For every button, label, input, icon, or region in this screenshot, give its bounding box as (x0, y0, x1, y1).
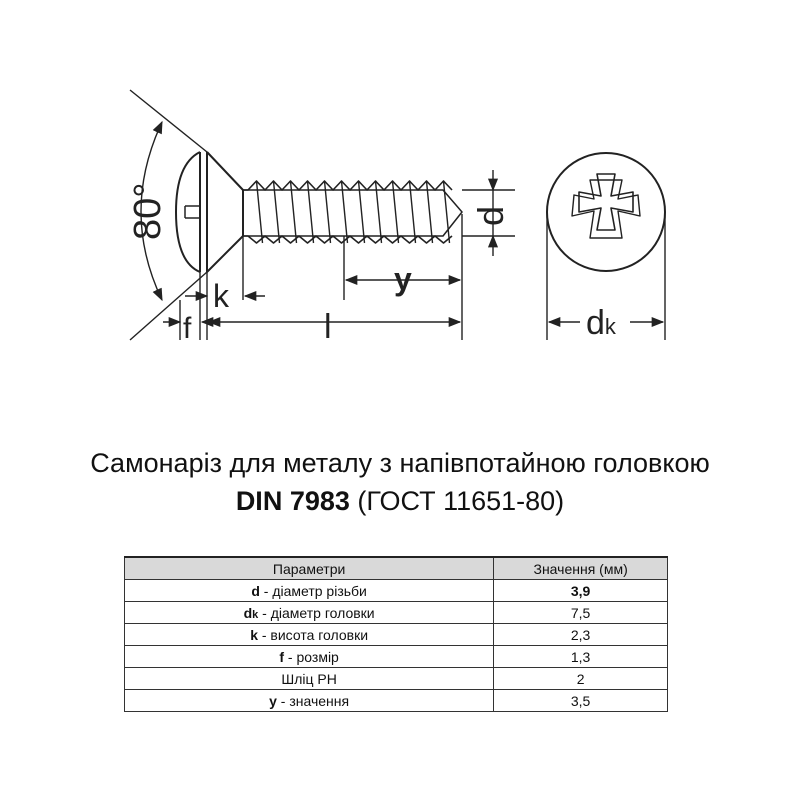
table-header-row (125, 557, 668, 580)
parameter-symbol: f (279, 648, 285, 665)
l-label: l (324, 308, 332, 346)
header-value: Значення (мм) (494, 557, 668, 580)
parameter-symbol: d (243, 604, 253, 621)
screw-head-side (176, 152, 243, 272)
f-label: f (183, 312, 192, 345)
screw-shank-side (243, 181, 462, 243)
parameter-symbol: d (251, 582, 260, 599)
table-row (125, 668, 668, 690)
parameter-description: - розмір (284, 648, 339, 665)
parameter-description: - висота головки (257, 626, 369, 643)
screw-head-top-view (547, 153, 665, 271)
parameter-cell (125, 646, 494, 668)
parameter-cell (125, 668, 494, 690)
table-row (125, 580, 668, 602)
dk-label: dk (586, 304, 616, 342)
parameters-table (124, 556, 668, 712)
page-title: Самонаріз для металу з напівпотайною головкою (90, 448, 710, 478)
value-cell: 1,3 (494, 646, 668, 668)
table-row (125, 602, 668, 624)
table-row (125, 690, 668, 712)
angle-label: 80° (127, 182, 169, 240)
value-cell: 7,5 (494, 602, 668, 624)
parameter-symbol: y (269, 692, 277, 709)
parameter-description: - діаметр головки (258, 604, 375, 621)
value-cell: 3,5 (494, 690, 668, 712)
parameter-cell (125, 602, 494, 624)
parameter-description: Шліц PH (281, 670, 337, 687)
parameter-cell (125, 580, 494, 602)
parameter-symbol-subscript: k (252, 608, 259, 621)
table-row (125, 646, 668, 668)
y-label: y (394, 261, 412, 297)
standard-din: DIN 7983 (235, 486, 350, 516)
k-label: k (213, 278, 229, 314)
parameter-cell (125, 690, 494, 712)
dimension-extension-lines (180, 214, 462, 340)
parameter-description: - значення (276, 692, 350, 709)
value-cell: 2 (494, 668, 668, 690)
value-cell: 3,9 (494, 580, 668, 602)
standard-gost: (ГОСТ 11651-80) (349, 486, 565, 516)
table-row (125, 624, 668, 646)
parameter-description: - діаметр різьби (259, 582, 367, 599)
d-label: d (470, 205, 511, 226)
value-cell: 2,3 (494, 624, 668, 646)
parameter-cell (125, 624, 494, 646)
page-subtitle (0, 486, 800, 517)
header-parameters: Параметри (125, 557, 494, 580)
parameter-symbol: k (250, 626, 258, 643)
